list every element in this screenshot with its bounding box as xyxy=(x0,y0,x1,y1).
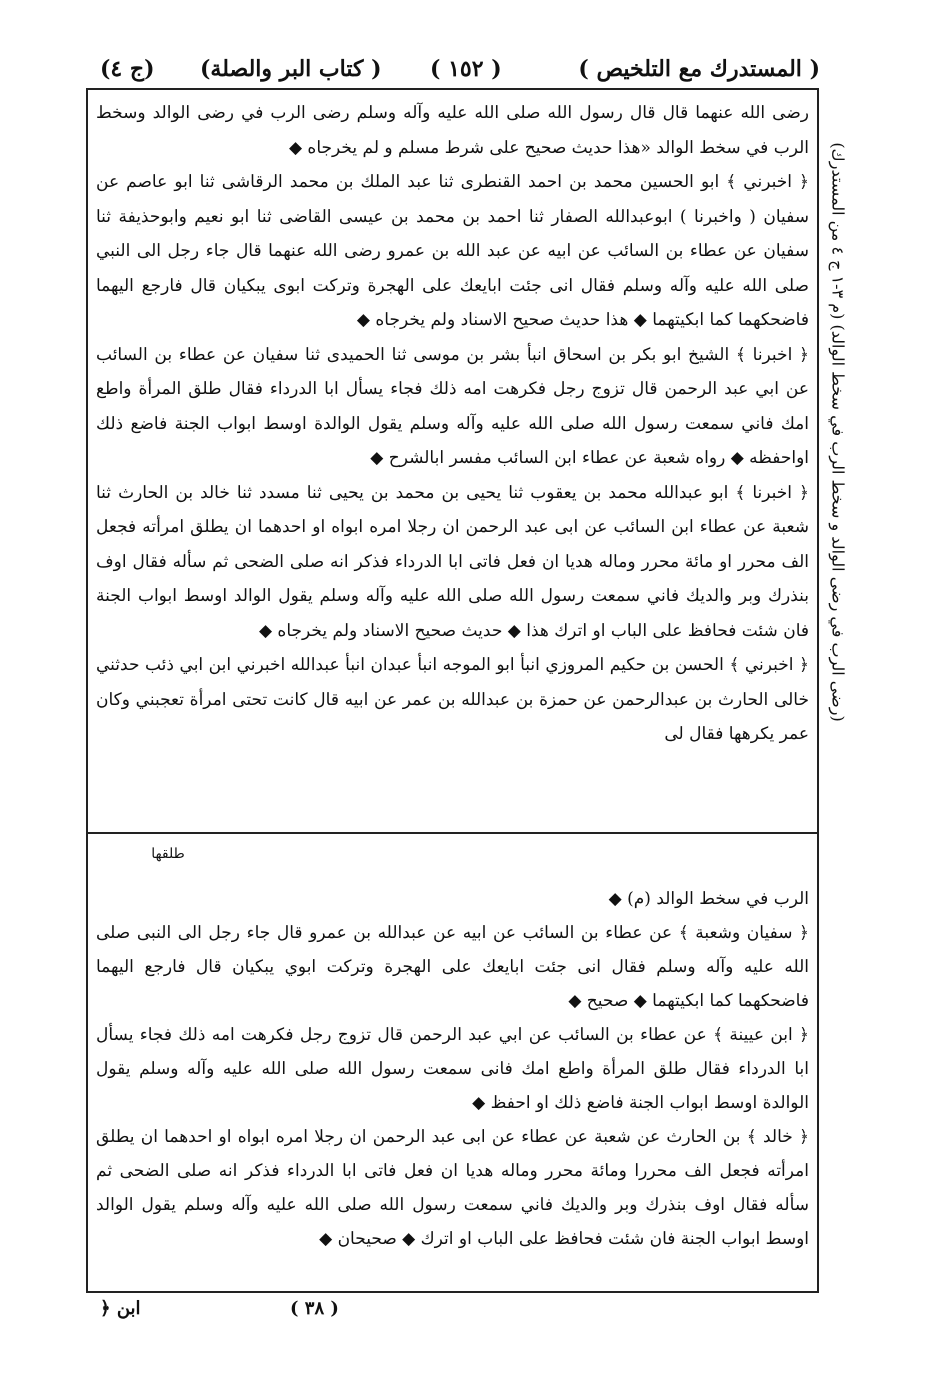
main-paragraph: رضى الله عنهما قال قال رسول الله صلى الله عليه وآله وسلم رضى الرب في رضى الوالد وسخط الرب في سخط الوالد «هذا حديث صحيح على شرط مسلم و لم يخرجاه ◆ xyxy=(96,103,809,158)
summary-paragraph: ﴿ خالد ﴾ بن الحارث عن شعبة عن عطاء عن ابى عبد الرحمن ان رجلا امره ابواه او احدهما ان يطلق امرأته فجعل الف محررا ومائة محرر وماله هديا ان فعل فاتى ابا الدرداء فذكر انه صلى الضحى ثم سأله فقال اوف بنذرك وبر والديك فاني سمعت رسول الله صلى الله عليه وآله وسلم يقول الوالد اوسط ابواب الجنة فان شئت فحافظ على الباب او اترك ◆ صحيحان ◆ xyxy=(96,1127,809,1249)
summary-paragraph: الرب في سخط الوالد (م) ◆ xyxy=(608,889,809,909)
volume-label: (ج ٤) xyxy=(100,56,155,82)
running-header xyxy=(100,52,820,88)
catchword: ﴿ ابن xyxy=(100,1298,141,1319)
main-paragraph: ﴿ اخبرنا ﴾ الشيخ ابو بكر بن اسحاق انبأ بشر بن موسى ثنا الحميدى ثنا سفيان عن عطاء بن السائب عن ابي عبد الرحمن قال تزوج رجل فكرهت امه ذلك فجاء يسأل ابا الدرداء فقال طلق المرأة واطع امك فاني سمعت رسول الله صلى الله عليه وآله وسلم يقول الوالدة اوسط ابواب الجنة فاضع ذلك اواحفظه ◆ رواه شعبة عن عطاء ابن السائب مفسر ابالشرح ◆ xyxy=(96,344,809,468)
summary-paragraph: ﴿ ابن عيينة ﴾ عن عطاء بن السائب عن ابي عبد الرحمن قال تزوج رجل فكرهت امه ذلك فجاء يسأل ابا الدرداء فقال طلق المرأة واطع امك فانى سمعت رسول الله صلى الله عليه وآله وسلم يقول الوالدة اوسط ابواب الجنة فاضع ذلك او احفظ ◆ xyxy=(96,1025,809,1113)
book-title: ( المستدرك مع التلخيص ) xyxy=(578,56,820,82)
main-paragraph: ﴿ اخبرني ﴾ الحسن بن حكيم المروزي انبأ ابو الموجه انبأ عبدان انبأ عبدالله اخبرني ابن ابي ذئب حدثني خالى الحارث بن عبدالرحمن عن حمزة بن عبدالله بن عمر عن ابيه قال كانت تحتى امرأة تعجبني وكان عمر يكرهها فقال لى xyxy=(96,655,809,744)
summary-text xyxy=(96,882,809,1256)
text-frame xyxy=(86,88,819,1293)
margin-note-text: (رضى الرب في رضى الوالد و سخط الرب في سخط الوالد) (م ٣-١ ج ٤ من المستدرك) xyxy=(828,142,848,722)
margin-note xyxy=(823,92,853,772)
main-text xyxy=(96,96,809,752)
main-paragraph: ﴿ اخبرني ﴾ ابو الحسين محمد بن احمد القنطرى ثنا عبد الملك بن محمد الرقاشى ثنا ابو عاصم عن سفيان ( واخبرنا ) ابوعبدالله الصفار ثنا احمد بن محمد بن عيسى القاضى ثنا ابو نعيم وابوحذيفة ثنا سفيان عن عطاء بن السائب عن ابيه عن عبد الله بن عمرو رضى الله عنهما قال جاء رجل الى النبي صلى الله عليه وآله وسلم فقال انى جئت ابايعك على الهجرة وتركت ابوى يبكيان قال فارجع اليهما فاضحكهما كما ابكيتهما ◆ هذا حديث صحيح الاسناد ولم يخرجاه ◆ xyxy=(96,172,809,330)
section-divider xyxy=(88,832,817,834)
signature-number: ( ٣٨ ) xyxy=(290,1298,339,1319)
chapter-title: (كتاب البر والصلة ) xyxy=(200,56,382,82)
footnote: طلقها xyxy=(151,846,185,862)
main-paragraph: ﴿ اخبرنا ﴾ ابو عبدالله محمد بن يعقوب ثنا يحيى بن محمد بن يحيى ثنا مسدد ثنا خالد بن الحارث ثنا شعبة عن عطاء ابن السائب عن ابى عبد الرحمن ان رجلا امره ابواه او احدهما ان يطلق امرأته فجعل الف محرر او مائة محرر وماله هديا ان فعل فاتى ابا الدرداء فذكر انه صلى الضحى ثم سأله فقال اوف بنذرك وبر والديك فاني سمعت رسول الله صلى الله عليه وآله وسلم يقول الوالد اوسط ابواب الجنة فان شئت فحافظ على الباب او اترك هذا ◆ حديث صحيح الاسناد ولم يخرجاه ◆ xyxy=(96,482,809,641)
summary-paragraph: ﴿ سفيان وشعبة ﴾ عن عطاء بن السائب عن ابيه عن عبدالله بن عمرو قال جاء رجل الى النبى صلى الله عليه وآله وسلم فقال انى جئت ابايعك على الهجرة وتركت ابوي يبكيان قال فارجع اليهما فاضحكهما كما ابكيتهما ◆ صحيح ◆ xyxy=(96,923,809,1011)
page-number: ( ١٥٢ ) xyxy=(430,56,502,82)
